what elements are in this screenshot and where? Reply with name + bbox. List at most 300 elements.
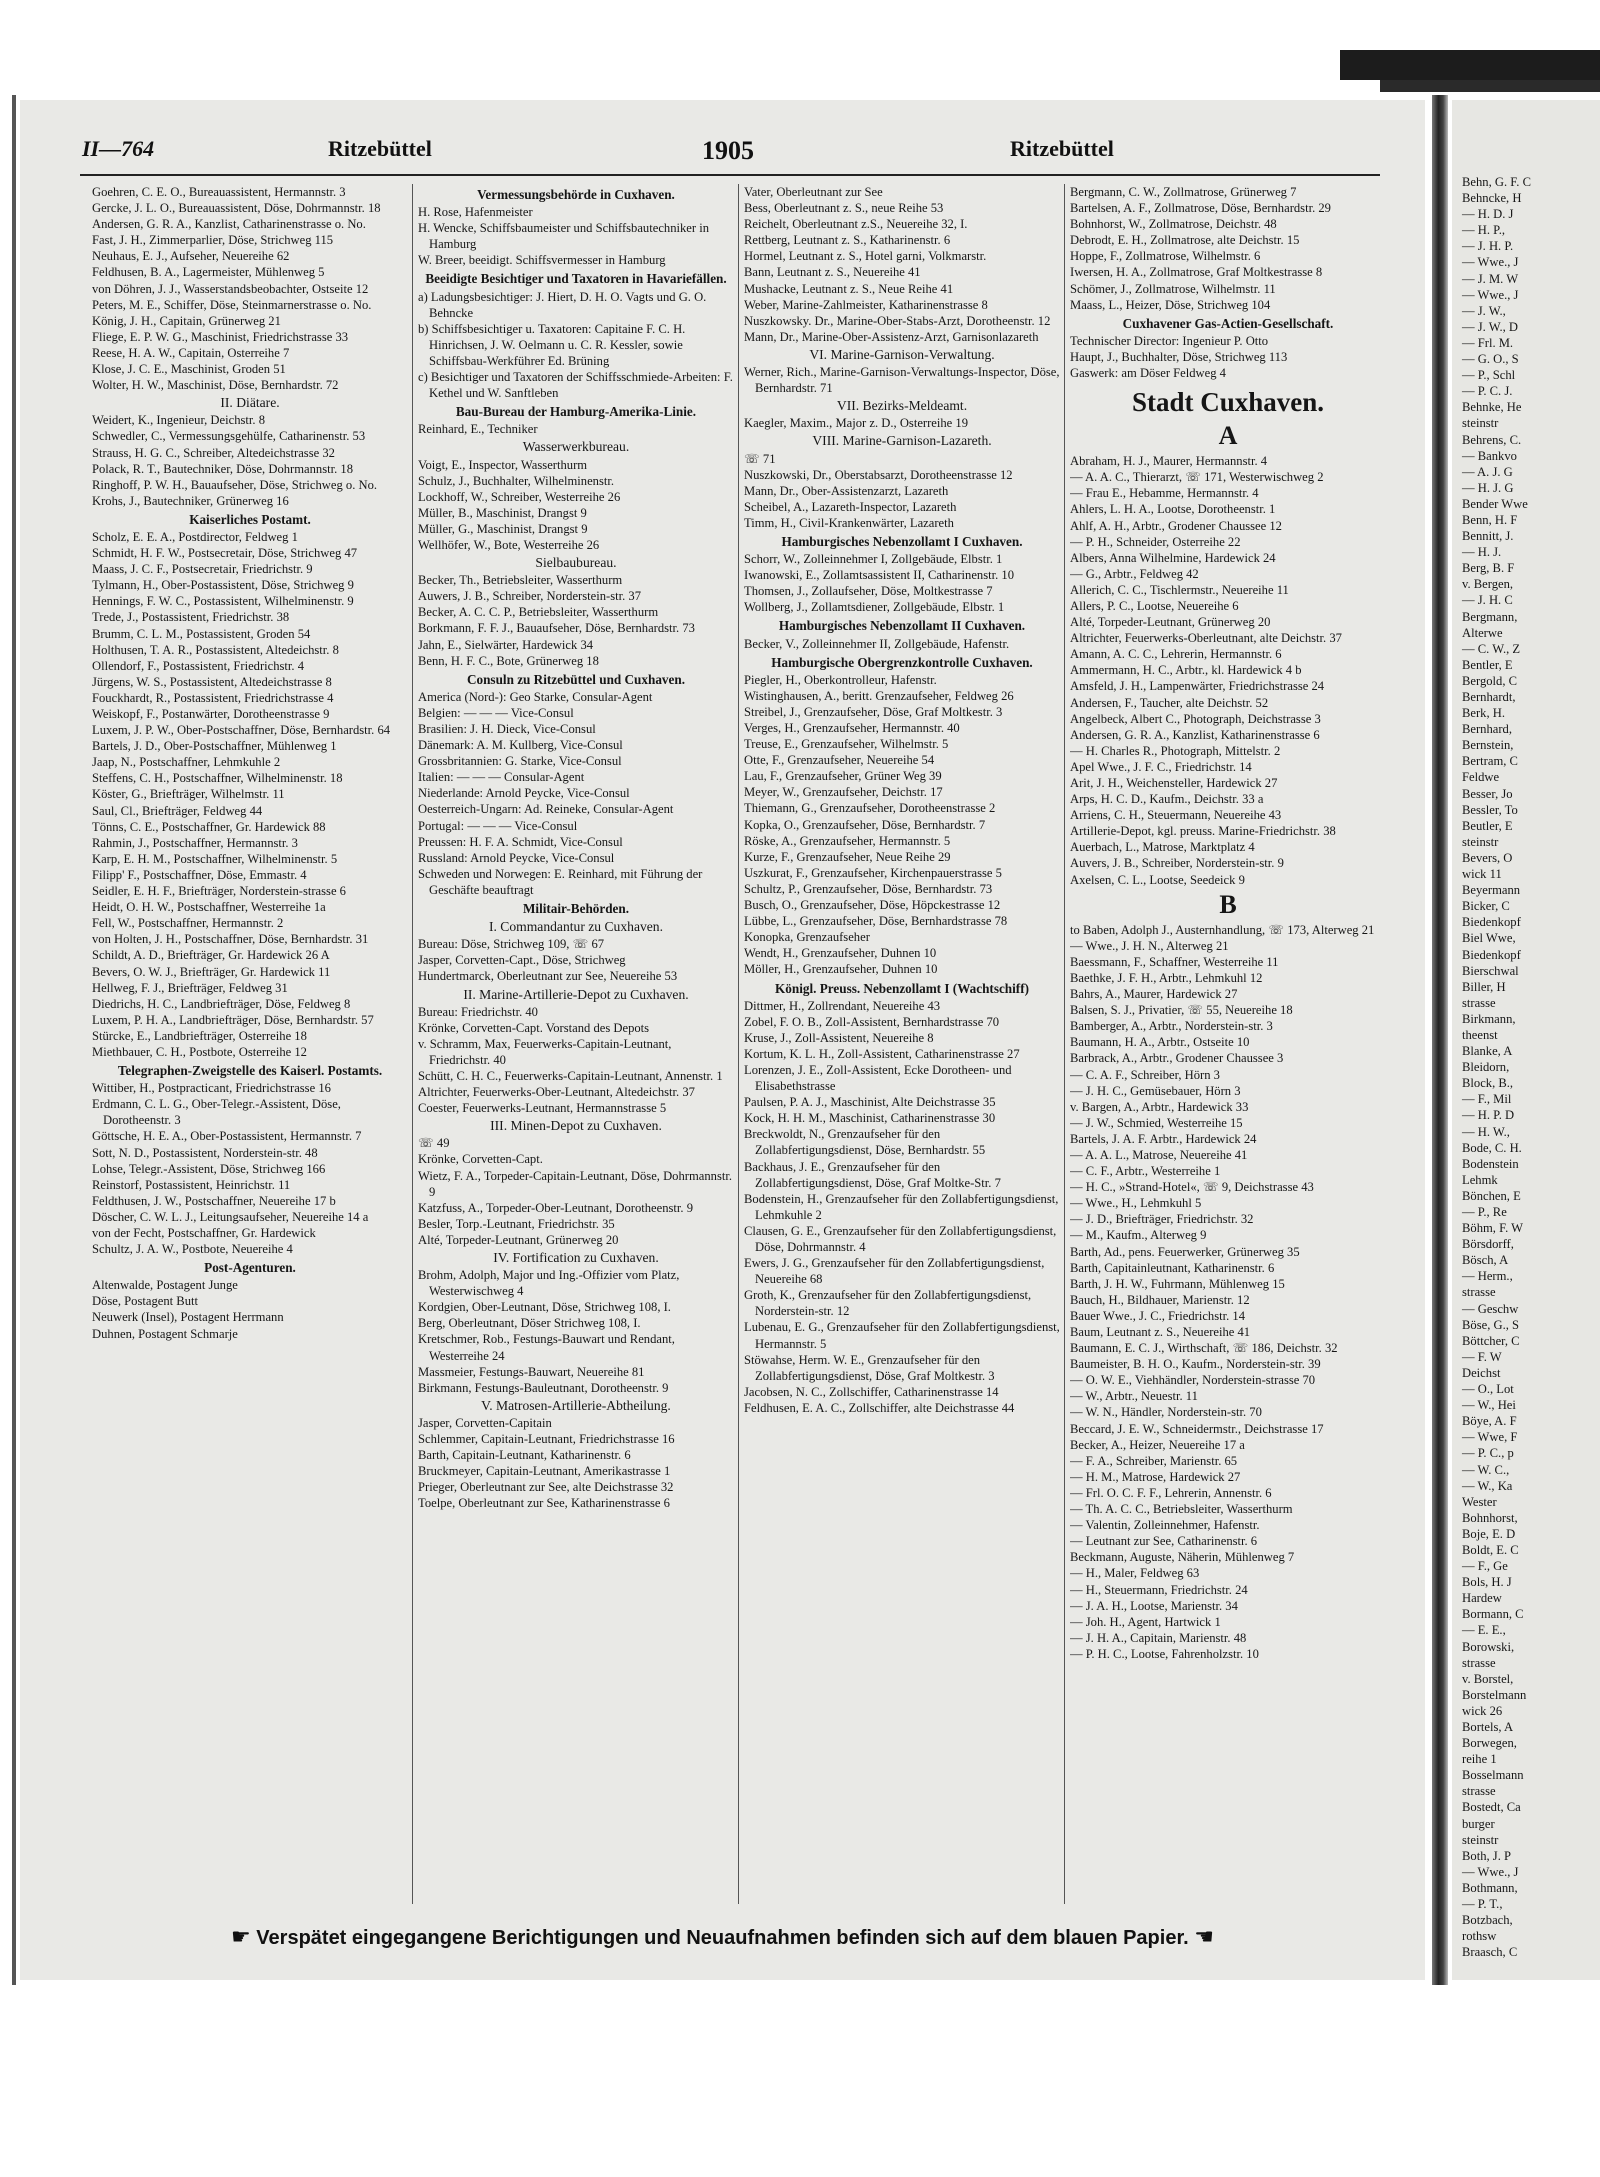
directory-entry: Schultz, P., Grenzaufseher, Döse, Bernhardstr. 73 [744,881,993,896]
adjacent-entry: Börsdorff, [1462,1237,1514,1252]
adjacent-entry: Bösch, A [1462,1253,1509,1268]
directory-entry: Klose, J. C. E., Maschinist, Groden 51 [92,362,286,377]
directory-entry: — P. H., Schneider, Osterreihe 22 [1070,534,1241,549]
directory-entry: Tylmann, H., Ober-Postassistent, Döse, Strichweg 9 [92,578,354,593]
directory-entry: Wolter, H. W., Maschinist, Döse, Bernhardstr. 72 [92,378,339,393]
directory-entry: Bodenstein, H., Grenzaufseher für den Zollabfertigungsdienst, Lehmkuhle 2 [744,1191,1059,1222]
adjacent-entry: Biller, H [1462,979,1506,994]
directory-entry: Bohnhorst, W., Zollmatrose, Deichstr. 48 [1070,217,1277,232]
adjacent-entry: — H. P., [1462,223,1506,238]
directory-entry: Allerich, C. C., Tischlermstr., Neuereihe 11 [1070,582,1289,597]
subsection-heading: VII. Bezirks-Meldeamt. [836,398,968,414]
directory-entry: Scholz, E. E. A., Postdirector, Feldweg 1 [92,529,298,544]
adjacent-entry: — J. M. W [1462,271,1519,286]
directory-entry: Timm, H., Civil-Krankenwärter, Lazareth [744,515,954,530]
directory-entry: — Frau E., Hebamme, Hermannstr. 4 [1070,486,1259,501]
directory-entry: Schultz, J. A. W., Postbote, Neuereihe 4 [92,1242,293,1257]
column-divider [412,184,413,1904]
adjacent-entry: — W. C., [1462,1462,1510,1477]
directory-entry: Niederlande: Arnold Peycke, Vice-Consul [418,786,630,801]
adjacent-entry: wick 26 [1462,1703,1503,1718]
directory-entry: Lau, F., Grenzaufseher, Grüner Weg 39 [744,769,942,784]
directory-entry: Ahlf, A. H., Arbtr., Grodener Chaussee 12 [1070,518,1282,533]
subsection-heading: II. Marine-Artillerie-Depot zu Cuxhaven. [463,986,689,1002]
adjacent-entry: — Bankvo [1462,448,1517,463]
directory-entry: Jaap, N., Postschaffner, Lehmkuhle 2 [92,755,281,770]
adjacent-entry: — Herm., [1462,1269,1513,1284]
directory-entry: Iwersen, H. A., Zollmatrose, Graf Moltkestrasse 8 [1070,265,1323,280]
directory-entry: Möller, H., Grenzaufseher, Duhnen 10 [744,962,938,977]
adjacent-entry: Bormann, C [1462,1607,1524,1622]
adjacent-entry: — J. H. C [1462,593,1513,608]
directory-entry: Breckwoldt, N., Grenzaufseher für den Zollabfertigungsdienst, Döse, Bernhardstr. 55 [744,1127,986,1158]
directory-entry: Ahlers, L. H. A., Lootse, Dorotheenstr. 1 [1070,502,1276,517]
adjacent-entry: Bergmann, [1462,609,1518,624]
adjacent-entry: Bostedt, Ca [1462,1800,1521,1815]
directory-entry: — J. D., Briefträger, Friedrichstr. 32 [1070,1212,1254,1227]
adjacent-entry: Bicker, C [1462,899,1510,914]
subsection-heading: IV. Fortification zu Cuxhaven. [493,1250,659,1265]
directory-entry: Paulsen, P. A. J., Maschinist, Alte Deichstrasse 35 [744,1095,996,1110]
directory-entry: Erdmann, C. L. G., Ober-Telegr.-Assistent, Döse, Dorotheenstr. 3 [92,1097,341,1128]
directory-entry: Bauer Wwe., J. C., Friedrichstr. 14 [1070,1308,1246,1323]
directory-entry: Wittiber, H., Postpracticant, Friedrichstrasse 16 [92,1081,331,1096]
adjacent-entry: Borowski, [1462,1639,1515,1654]
directory-entry: Feldhusen, B. A., Lagermeister, Mühlenweg 5 [92,265,325,280]
directory-entry: — Valentin, Zolleinnehmer, Hafenstr. [1070,1518,1260,1533]
directory-entry: Abraham, H. J., Maurer, Hermannstr. 4 [1070,454,1268,469]
directory-entry: Fast, J. H., Zimmerparlier, Döse, Strichweg 115 [92,233,334,248]
directory-entry: Berg, Oberleutnant, Döser Strichweg 108, I. [418,1316,641,1331]
directory-entry: Ollendorf, F., Postassistent, Friedrichstr. 4 [92,658,305,673]
scan-border-left [12,95,16,1985]
directory-entry: Fell, W., Postschaffner, Hermannstr. 2 [92,916,284,931]
directory-entry: — H., Maler, Feldweg 63 [1070,1566,1200,1581]
adjacent-entry: Botzbach, [1462,1913,1513,1928]
adjacent-entry: steinstr [1462,1832,1499,1847]
subsection-heading: I. Commandantur zu Cuxhaven. [488,919,664,935]
directory-entry: Alté, Torpeder-Leutnant, Grünerweg 20 [418,1232,619,1247]
adjacent-entry: Boje, E. D [1462,1526,1516,1541]
directory-entry: W. Breer, beeidigt. Schiffsvermesser in Hamburg [418,253,666,268]
adjacent-entry: — Wwe., J [1462,287,1519,302]
directory-entry: Neuwerk (Insel), Postagent Herrmann [92,1310,284,1325]
directory-entry: Fouckhardt, R., Postassistent, Friedrichstrasse 4 [92,690,334,705]
section-heading: Militair-Behörden. [522,901,630,917]
adjacent-entry: Bodenstein [1462,1156,1519,1171]
directory-entry: Lorenzen, J. E., Zoll-Assistent, Ecke Dorotheen- und Elisabethstrasse [744,1062,1012,1094]
directory-entry: Gercke, J. L. O., Bureauassistent, Döse, Dohrmannstr. 18 [92,201,381,216]
directory-entry: v. Bargen, A., Arbtr., Hardewick 33 [1070,1099,1249,1114]
adjacent-entry: Behn, G. F. C [1462,175,1531,189]
directory-entry: Verges, H., Grenzaufseher, Hermannstr. 40 [744,721,960,735]
adjacent-entry: — F., Mil [1462,1092,1512,1107]
directory-entry: Auwers, J. B., Schreiber, Norderstein-str. 37 [418,589,641,604]
directory-entry: Borkmann, F. F. J., Bauaufseher, Döse, Bernhardstr. 73 [418,621,695,636]
adjacent-entry: Bierschwal [1462,963,1519,978]
section-heading: Hamburgisches Nebenzollamt I Cuxhaven. [781,533,1023,549]
adjacent-entry: Bentler, E [1462,657,1513,672]
directory-entry: v. Schramm, Max, Feuerwerks-Capitain-Leutnant, Friedrichstr. 40 [418,1036,672,1067]
directory-entry: Altrichter, Feuerwerks-Ober-Leutnant, Altedeichstr. 37 [418,1085,695,1100]
header-rule [80,174,1380,176]
adjacent-entry: Biedenkopf [1462,915,1521,930]
directory-entry: Duhnen, Postagent Schmarje [92,1326,238,1341]
adjacent-entry: Bender Wwe [1462,496,1528,511]
directory-entry: Dittmer, H., Zollrendant, Neuereihe 43 [744,998,941,1013]
adjacent-entry: Boldt, E. C [1462,1542,1519,1557]
directory-entry: Jürgens, W. S., Postassistent, Altedeichstrasse 8 [92,674,332,689]
directory-entry: — H. Charles R., Photograph, Mittelstr. 2 [1070,743,1281,758]
adjacent-entry: — H. D. J [1462,207,1514,222]
directory-entry: — W. N., Händler, Norderstein-str. 70 [1070,1405,1262,1420]
directory-entry: c) Besichtiger und Taxatoren der Schiffsschmiede-Arbeiten: F. Kethel und W. Sanftleben [418,370,733,401]
adjacent-entry: Berg, B. F [1462,561,1515,576]
directory-entry: Bergmann, C. W., Zollmatrose, Grünerweg 7 [1070,185,1297,199]
directory-entry: Bauch, H., Bildhauer, Marienstr. 12 [1070,1292,1250,1307]
directory-entry: Baum, Leutnant z. S., Neuereihe 41 [1070,1325,1251,1339]
directory-entry: Karp, E. H. M., Postschaffner, Wilhelminenstr. 5 [92,851,338,866]
directory-entry: Apel Wwe., J. F. C., Friedrichstr. 14 [1070,759,1252,774]
subsection-heading: V. Matrosen-Artillerie-Abtheilung. [481,1397,671,1413]
adjacent-entry: Borwegen, [1462,1736,1517,1751]
directory-entry: Barth, J. H. W., Fuhrmann, Mühlenweg 15 [1070,1276,1285,1291]
adjacent-entry: Bönchen, E [1462,1188,1521,1203]
directory-entry: Amsfeld, J. H., Lampenwärter, Friedrichstrasse 24 [1070,679,1325,694]
adjacent-entry: Böye, A. F [1462,1414,1517,1429]
directory-entry: Diedrichs, H. C., Landbriefträger, Döse, Feldweg 8 [92,996,351,1011]
directory-entry: Scheibel, A., Lazareth-Inspector, Lazareth [744,499,957,514]
directory-entry: Köster, G., Briefträger, Wilhelmstr. 11 [92,787,285,802]
directory-entry: Luxem, J. P. W., Ober-Postschaffner, Döse, Bernhardstr. 64 [92,723,391,738]
directory-entry: Göttsche, H. E. A., Ober-Postassistent, Hermannstr. 7 [92,1129,362,1144]
adjacent-entry: steinstr [1462,834,1499,849]
directory-entry: Kruse, J., Zoll-Assistent, Neuereihe 8 [744,1030,934,1045]
adjacent-entry: — P., Re [1462,1205,1507,1219]
directory-entry: — G., Arbtr., Feldweg 42 [1070,566,1199,581]
subsection-heading: II. Diätare. [220,395,280,411]
section-heading: Hamburgisches Nebenzollamt II Cuxhaven. [778,618,1026,634]
section-heading: Post-Agenturen. [204,1260,296,1276]
column-2 [418,184,734,1909]
directory-entry: Rahmin, J., Postschaffner, Hermannstr. 3 [92,835,298,850]
directory-entry: Benn, H. F. C., Bote, Grünerweg 18 [418,653,599,668]
directory-entry: Bann, Leutnant z. S., Neuereihe 41 [744,265,921,280]
directory-entry: Rettberg, Leutnant z. S., Katharinenstr. 6 [744,233,951,248]
adjacent-entry: — C. W., Z [1462,641,1521,656]
subsection-heading: VIII. Marine-Garnison-Lazareth. [812,433,992,449]
directory-entry: Wendt, H., Grenzaufseher, Duhnen 10 [744,946,937,961]
directory-entry: Krohs, J., Bautechniker, Grünerweg 16 [92,493,289,508]
adjacent-entry: Both, J. P [1462,1848,1511,1863]
adjacent-entry: Bothmann, [1462,1880,1518,1895]
adjacent-entry: Bols, H. J [1462,1575,1512,1590]
directory-entry: Bartels, J. A. F. Arbtr., Hardewick 24 [1070,1131,1257,1146]
directory-entry: Voigt, E., Inspector, Wasserthurm [418,457,588,472]
adjacent-entry: reihe 1 [1462,1752,1497,1767]
adjacent-entry: Lehmk [1462,1172,1498,1187]
adjacent-entry: Birkmann, [1462,1011,1516,1026]
directory-entry: Altenwalde, Postagent Junge [92,1278,238,1293]
directory-entry: — J. H. A., Capitain, Marienstr. 48 [1070,1630,1247,1645]
adjacent-entry: Biel Wwe, [1462,931,1516,946]
directory-entry: Sott, N. D., Postassistent, Norderstein-str. 48 [92,1145,318,1160]
directory-entry: Gaswerk: am Döser Feldweg 4 [1070,366,1226,381]
adjacent-entry: rothsw [1462,1929,1497,1944]
directory-entry: Feldthusen, J. W., Postschaffner, Neuereihe 17 b [92,1193,336,1208]
directory-entry: — M., Kaufm., Alterweg 9 [1070,1228,1207,1243]
adjacent-entry: Beyermann [1462,883,1521,898]
adjacent-entry: Deichst [1462,1365,1501,1380]
directory-entry: Trede, J., Postassistent, Friedrichstr. 38 [92,610,290,625]
directory-entry: Albers, Anna Wilhelmine, Hardewick 24 [1070,550,1276,565]
directory-entry: Barbrack, A., Arbtr., Grodener Chaussee 3 [1070,1051,1284,1066]
directory-entry: Luxem, P. H. A., Landbriefträger, Döse, Bernhardstr. 57 [92,1012,374,1027]
adjacent-entry: Böse, G., S [1462,1317,1520,1332]
adjacent-entry: strasse [1462,1655,1496,1670]
directory-entry: Balsen, S. J., Privatier, ☏ 55, Neuereihe 18 [1070,1003,1293,1018]
directory-entry: Schorr, W., Zolleinnehmer I, Zollgebäude, Elbstr. 1 [744,552,1003,567]
directory-entry: Haupt, J., Buchhalter, Döse, Strichweg 113 [1070,349,1288,364]
adjacent-page [1452,100,1600,1980]
directory-entry: Brasilien: J. H. Dieck, Vice-Consul [418,722,596,736]
adjacent-entry: — J. W., D [1462,319,1518,334]
directory-entry: Bartels, J. D., Ober-Postschaffner, Mühlenweg 1 [92,739,337,754]
directory-entry: America (Nord-): Geo Starke, Consular-Agent [418,689,653,704]
directory-entry: Hundertmarck, Oberleutnant zur See, Neuereihe 53 [418,969,678,984]
directory-entry: Lubenau, E. G., Grenzaufseher für den Zollabfertigungsdienst, Hermannstr. 5 [744,1320,1060,1351]
adjacent-entry: — H. W., [1462,1124,1510,1139]
directory-entry: Lübbe, L., Grenzaufseher, Döse, Bernhardstrasse 78 [744,914,1008,929]
directory-entry: Becker, Th., Betriebsleiter, Wasserthurm [418,573,623,588]
directory-entry: Wietz, F. A., Torpeder-Capitain-Leutnant, Döse, Dohrmannstr. 9 [418,1168,732,1199]
directory-entry: Arriens, C. H., Steuermann, Neuereihe 43 [1070,808,1282,823]
directory-entry: Döse, Postagent Butt [92,1294,198,1309]
section-heading: Beeidigte Besichtiger und Taxatoren in Havariefällen. [425,271,727,287]
section-heading: Consuln zu Ritzebüttel und Cuxhaven. [466,671,685,687]
adjacent-entry: Bosselmann [1462,1768,1524,1783]
directory-entry: Vater, Oberleutnant zur See [744,185,883,199]
directory-entry: Hormel, Leutnant z. S., Hotel garni, Volkmarstr. [744,249,987,264]
directory-entry: Piegler, H., Oberkontrolleur, Hafenstr. [744,672,937,687]
section-heading: Hamburgische Obergrenzkontrolle Cuxhaven. [771,654,1033,670]
directory-page [20,100,1425,1980]
directory-entry: Bevers, O. W. J., Briefträger, Gr. Hardewick 11 [92,964,331,979]
adjacent-entry: — A. J. G [1462,464,1513,479]
directory-entry: Schweden und Norwegen: E. Reinhard, mit Führung der Geschäfte beauftragt [418,866,703,897]
adjacent-entry: — P. C. J. [1462,384,1513,399]
directory-entry: — A. A. C., Thierarzt, ☏ 171, Westerwischweg 2 [1070,470,1324,485]
directory-entry: Birkmann, Festungs-Bauleutnant, Dorotheenstr. 9 [418,1380,669,1395]
adjacent-entry: — H. J. G [1462,480,1514,495]
pointing-hand-right-icon: ☛ [231,1924,251,1949]
adjacent-entry: burger [1462,1816,1495,1831]
directory-entry: Wellhöfer, W., Bote, Westerreihe 26 [418,537,600,552]
directory-entry: Meyer, W., Grenzaufseher, Deichstr. 17 [744,785,943,800]
directory-entry: Portugal: — — — Vice-Consul [418,818,578,833]
directory-entry: Besler, Torp.-Leutnant, Friedrichstr. 35 [418,1216,615,1231]
directory-entry: Wollberg, J., Zollamtsdiener, Zollgebäude, Elbstr. 1 [744,600,1005,615]
directory-entry: — Leutnant zur See, Catharinenstr. 6 [1070,1534,1258,1549]
directory-entry: von Döhren, J. J., Wasserstandsbeobachter, Ostseite 12 [92,281,369,296]
adjacent-entry: — Wwe., J [1462,1864,1519,1879]
adjacent-entry: Behrens, C. [1462,432,1522,447]
adjacent-entry: Block, B., [1462,1076,1514,1091]
directory-entry: Angelbeck, Albert C., Photograph, Deichstrasse 3 [1070,711,1321,726]
column-1 [92,184,408,1909]
directory-entry: Weidert, K., Ingenieur, Deichstr. 8 [92,413,265,428]
directory-entry: Beccard, J. E. W., Schneidermstr., Deichstrasse 17 [1070,1421,1324,1436]
section-heading: Vermessungsbehörde in Cuxhaven. [477,187,675,202]
adjacent-entry: — H. J. [1462,545,1502,560]
directory-entry: Schwedler, C., Vermessungsgehülfe, Catharinenstr. 53 [92,429,366,444]
adjacent-entry: Bessler, To [1462,802,1518,817]
directory-entry: Mann, Dr., Ober-Assistenzarzt, Lazareth [744,483,949,498]
directory-entry: to Baben, Adolph J., Austernhandlung, ☏ 173, Alterweg 21 [1070,922,1375,937]
directory-entry: Kaegler, Maxim., Major z. D., Osterreihe 19 [744,416,969,431]
adjacent-entry: Bennitt, J. [1462,529,1514,544]
directory-entry: — A. A. L., Matrose, Neuereihe 41 [1070,1147,1248,1162]
directory-entry: Streibel, J., Grenzaufseher, Döse, Graf Moltkestr. 3 [744,704,1003,719]
directory-entry: Steffens, C. H., Postschaffner, Wilhelminenstr. 18 [92,771,343,786]
directory-entry: b) Schiffsbesichtiger u. Taxatoren: Capitaine F. C. H. Hinrichsen, J. W. Oelmann u. C. R. Kessler, sowie Schiffsbau-Werkführer Ed. Brüning [418,321,686,368]
directory-entry: Auerbach, L., Matrose, Marktplatz 4 [1070,840,1255,855]
section-heading: Telegraphen-Zweigstelle des Kaiserl. Postamts. [117,1063,383,1079]
adjacent-entry: Borstelmann [1462,1687,1527,1702]
directory-entry: Wistinghausen, A., beritt. Grenzaufseher, Feldweg 26 [744,688,1014,703]
directory-entry: Axelsen, C. L., Lootse, Seedeick 9 [1070,872,1245,887]
adjacent-entry: Bode, C. H. [1462,1140,1522,1155]
directory-entry: Baethke, J. F. H., Arbtr., Lehmkuhl 12 [1070,970,1263,985]
directory-entry: Uszkurat, F., Grenzaufseher, Kirchenpauerstrasse 5 [744,865,1002,880]
directory-entry: Prieger, Oberleutnant zur See, alte Deichstrasse 32 [418,1480,674,1495]
directory-entry: Baumann, H. A., Arbtr., Ostseite 10 [1070,1035,1250,1050]
directory-entry: Becker, V., Zolleinnehmer II, Zollgebäude, Hafenstr. [744,636,1010,651]
directory-entry: Miethbauer, C. H., Postbote, Osterreihe 12 [92,1044,307,1059]
directory-entry: von Holten, J. H., Postschaffner, Döse, Bernhardstr. 31 [92,932,369,947]
adjacent-entry: Alterwe [1462,625,1503,640]
adjacent-entry: — E. E., [1462,1623,1506,1638]
adjacent-entry: steinstr [1462,416,1499,431]
adjacent-entry: Hardew [1462,1591,1502,1606]
directory-entry: Jahn, E., Sielwärter, Hardewick 34 [418,637,594,652]
directory-entry: Heidt, O. H. W., Postschaffner, Westerreihe 1a [92,900,326,915]
subsection-heading: Sielbaubureau. [535,555,617,571]
footer-text: Verspätet eingegangene Berichtigungen und Neuaufnahmen befinden sich auf dem blauen Papier. [256,1927,1189,1949]
directory-entry: Mann, Dr., Marine-Ober-Assistenz-Arzt, Garnisonlazareth [744,329,1039,344]
directory-entry: Reinhard, E., Techniker [418,422,538,437]
directory-entry: Mushacke, Leutnant z. S., Neue Reihe 41 [744,281,954,296]
adjacent-entry: v. Bergen, [1462,577,1514,592]
directory-entry: Lohse, Telegr.-Assistent, Döse, Strichweg 166 [92,1161,326,1176]
directory-entry: Amann, A. C. C., Lehrerin, Hermannstr. 6 [1070,647,1282,662]
column-4 [1070,184,1386,1909]
directory-entry: Maass, L., Heizer, Döse, Strichweg 104 [1070,297,1271,312]
directory-entry: Krönke, Corvetten-Capt. [418,1152,543,1167]
directory-entry: ☏ 49 [418,1136,450,1151]
adjacent-entry: v. Borstel, [1462,1671,1514,1686]
adjacent-entry: Böttcher, C [1462,1333,1520,1348]
subsection-heading: Wasserwerkbureau. [522,439,630,455]
directory-entry: Hoppe, F., Zollmatrose, Wilhelmstr. 6 [1070,249,1261,264]
directory-entry: Brohm, Adolph, Major und Ing.-Offizier vom Platz, Westerwischweg 4 [418,1268,680,1299]
directory-entry: Strauss, H. G. C., Schreiber, Altedeichstrasse 32 [92,445,335,460]
directory-entry: Technischer Director: Ingenieur P. Otto [1070,333,1269,348]
adjacent-entry: Biedenkopf [1462,947,1521,962]
directory-entry: Döscher, C. W. L. J., Leitungsaufseher, Neuereihe 14 a [92,1209,369,1224]
running-header [20,136,1425,170]
adjacent-entry: Bertram, C [1462,754,1518,769]
directory-entry: Saul, Cl., Briefträger, Feldweg 44 [92,803,263,818]
directory-entry: Neuhaus, E. J., Aufseher, Neuereihe 62 [92,249,290,264]
scan-border-top-inner [1380,80,1600,92]
adjacent-entry: Böhm, F. W [1462,1221,1524,1236]
adjacent-entry: wick 11 [1462,867,1502,882]
directory-entry: Jacobsen, N. C., Zollschiffer, Catharinenstrasse 14 [744,1384,999,1399]
adjacent-entry: — W., Hei [1462,1398,1516,1413]
directory-entry: Andersen, F., Taucher, alte Deichstr. 52 [1070,695,1269,710]
directory-entry: — Th. A. C. C., Betriebsleiter, Wasserthurm [1070,1502,1293,1517]
directory-entry: Kortum, K. L. H., Zoll-Assistent, Catharinenstrasse 27 [744,1046,1020,1061]
adjacent-entry: Wester [1462,1494,1497,1509]
directory-entry: Kurze, F., Grenzaufseher, Neue Reihe 29 [744,849,951,864]
directory-entry: — C. F., Arbtr., Westerreihe 1 [1070,1164,1221,1179]
adjacent-entry: Benn, H. F [1462,512,1518,527]
letter-heading: B [1219,889,1237,919]
subsection-heading: VI. Marine-Garnison-Verwaltung. [809,346,995,362]
directory-entry: — Frl. O. C. F. F., Lehrerin, Annenstr. 6 [1070,1485,1272,1500]
book-gutter [1432,95,1448,1985]
directory-entry: Oesterreich-Ungarn: Ad. Reineke, Consular-Agent [418,802,674,817]
directory-entry: Barth, Ad., pens. Feuerwerker, Grünerweg 35 [1070,1244,1300,1259]
directory-entry: Brumm, C. L. M., Postassistent, Groden 54 [92,626,311,641]
directory-entry: Feldhusen, E. A. C., Zollschiffer, alte Deichstrasse 44 [744,1400,1015,1415]
directory-entry: Weber, Marine-Zahlmeister, Katharinenstrasse 8 [744,297,988,312]
directory-entry: Fliege, E. P. W. G., Maschinist, Friedrichstrasse 33 [92,329,349,344]
directory-entry: Bess, Oberleutnant z. S., neue Reihe 53 [744,201,944,216]
directory-entry: Weiskopf, F., Postanwärter, Dorotheenstrasse 9 [92,707,330,721]
directory-entry: Ringhoff, P. W. H., Bauaufseher, Döse, Strichweg o. No. [92,477,378,492]
column-3 [744,184,1060,1909]
directory-entry: Katzfuss, A., Torpeder-Ober-Leutnant, Dorotheenstr. 9 [418,1200,694,1215]
directory-entry: — Wwe., H., Lehmkuhl 5 [1070,1196,1202,1211]
directory-entry: Debrodt, E. H., Zollmatrose, alte Deichstr. 15 [1070,233,1300,248]
header-title-right: Ritzebüttel [1010,136,1114,161]
adjacent-page-column [1462,174,1600,1960]
letter-heading: A [1218,421,1238,451]
directory-entry: Werner, Rich., Marine-Garnison-Verwaltungs-Inspector, Döse, Bernhardstr. 71 [744,365,1060,396]
adjacent-entry: Bortels, A [1462,1720,1514,1734]
adjacent-entry: — P. C., p [1462,1446,1514,1461]
directory-entry: — H. M., Matrose, Hardewick 27 [1070,1469,1241,1484]
section-heading: Kaiserliches Postamt. [189,511,311,527]
adjacent-entry: Bernhard, [1462,722,1513,737]
directory-entry: — P. H. C., Lootse, Fahrenholzstr. 10 [1070,1646,1259,1661]
directory-entry: Holthusen, T. A. R., Postassistent, Altedeichstr. 8 [92,642,339,657]
directory-entry: Nuszkowsky. Dr., Marine-Ober-Stabs-Arzt, Dorotheenstr. 12 [744,313,1051,328]
directory-entry: Reese, H. A. W., Capitain, Osterreihe 7 [92,345,290,360]
adjacent-entry: — J. W., [1462,303,1506,318]
directory-entry: Andersen, G. R. A., Kanzlist, Catharinenstrasse o. No. [92,217,366,232]
adjacent-entry: theenst [1462,1027,1498,1042]
directory-entry: Backhaus, J. E., Grenzaufseher für den Zollabfertigungsdienst, Döse, Graf Moltke-Str. 7 [744,1159,1001,1190]
directory-entry: Arps, H. C. D., Kaufm., Deichstr. 33 a [1070,792,1264,807]
directory-entry: Coester, Feuerwerks-Leutnant, Hermannstrasse 5 [418,1101,667,1116]
directory-entry: Konopka, Grenzaufseher [744,930,870,945]
directory-entry: Nuszkowski, Dr., Oberstabsarzt, Dorotheenstrasse 12 [744,467,1013,482]
directory-entry: Thomsen, J., Zollaufseher, Döse, Moltkestrasse 7 [744,584,993,599]
adjacent-entry: — Frl. M. [1462,335,1514,350]
